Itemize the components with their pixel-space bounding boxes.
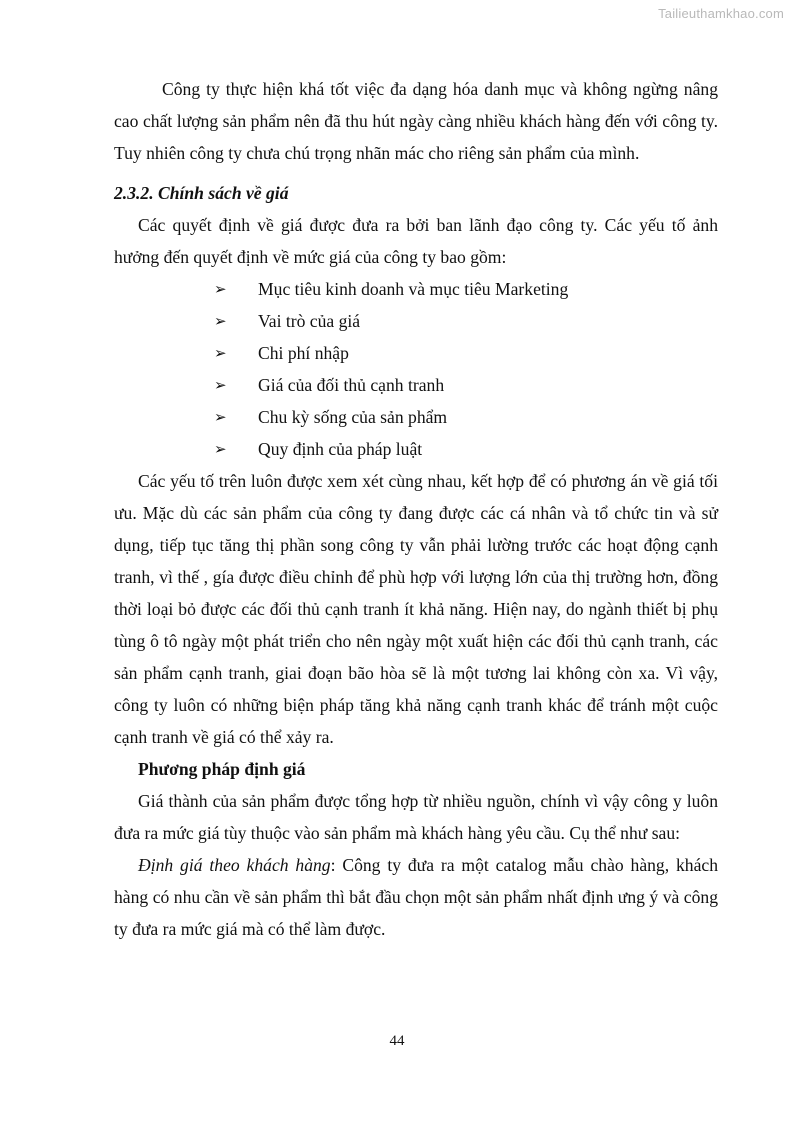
arrow-bullet-icon: ➢ xyxy=(214,312,227,330)
document-body xyxy=(114,73,718,945)
list-item-text: Quy định của pháp luật xyxy=(258,439,423,459)
watermark: Tailieuthamkhao.com xyxy=(658,6,784,21)
list-item xyxy=(214,337,718,369)
list-item-text: Chu kỳ sống của sản phẩm xyxy=(258,407,448,427)
paragraph-pricing-decisions: Các quyết định về giá được đưa ra bởi ban lãnh đạo công ty. Các yếu tố ảnh hưởng đến quyết định về mức giá của công ty bao gồm: xyxy=(114,215,718,267)
arrow-bullet-icon: ➢ xyxy=(214,408,227,426)
list-item xyxy=(214,369,718,401)
arrow-bullet-icon: ➢ xyxy=(214,344,227,362)
list-item xyxy=(214,305,718,337)
list-item-text: Chi phí nhập xyxy=(258,343,349,363)
section-heading: 2.3.2. Chính sách về giá xyxy=(114,183,289,203)
subheading-pricing-method: Phương pháp định giá xyxy=(138,759,306,779)
list-item-text: Vai trò của giá xyxy=(258,311,361,331)
customer-pricing-text: : Công ty đưa ra một catalog mẫu chào hàng, khách hàng có nhu cần về sản phẩm thì bắt đầu chọn một sản phẩm nhất định ưng ý và công ty đưa ra mức giá mà có thể làm được. xyxy=(114,855,718,939)
list-item xyxy=(214,433,718,465)
factor-list xyxy=(114,273,718,465)
arrow-bullet-icon: ➢ xyxy=(214,376,227,394)
paragraph-intro: Công ty thực hiện khá tốt việc đa dạng hóa danh mục và không ngừng nâng cao chất lượng sản phẩm nên đã thu hút ngày càng nhiều khách hàng đến với công ty. Tuy nhiên công ty chưa chú trọng nhãn mác cho riêng sản phẩm của mình. xyxy=(114,79,718,163)
arrow-bullet-icon: ➢ xyxy=(214,440,227,458)
list-item xyxy=(214,273,718,305)
arrow-bullet-icon: ➢ xyxy=(214,280,227,298)
paragraph-customer-pricing xyxy=(114,849,718,945)
paragraph-competition: Các yếu tố trên luôn được xem xét cùng nhau, kết hợp để có phương án về giá tối ưu. Mặc dù các sản phẩm của công ty đang được các cá nhân và tổ chức tin và sử dụng, tiếp tục tăng thị phần song công ty vẫn phải lường trước các hoạt động cạnh tranh, vì thế , gía được điều chỉnh để phù hợp với lượng lớn của thị trường hơn, đồng thời loại bỏ được các đối thủ cạnh tranh ít khả năng. Hiện nay, do ngành thiết bị phụ tùng ô tô ngày một phát triển cho nên ngày một xuất hiện các đối thủ cạnh tranh, các sản phẩm cạnh tranh, giai đoạn bão hòa sẽ là một tương lai không còn xa. Vì vậy, công ty luôn có những biện pháp tăng khả năng cạnh tranh khác để tránh một cuộc cạnh tranh về giá có thể xảy ra. xyxy=(114,471,718,747)
list-item-text: Giá của đối thủ cạnh tranh xyxy=(258,375,445,395)
customer-pricing-term: Định giá theo khách hàng xyxy=(138,855,331,875)
page-number: 44 xyxy=(389,1033,405,1049)
list-item xyxy=(214,401,718,433)
list-item-text: Mục tiêu kinh doanh và mục tiêu Marketing xyxy=(258,279,569,299)
paragraph-price-sources: Giá thành của sản phẩm được tổng hợp từ nhiều nguồn, chính vì vậy công y luôn đưa ra mức giá tùy thuộc vào sản phẩm mà khách hàng yêu cầu. Cụ thể như sau: xyxy=(114,791,718,843)
